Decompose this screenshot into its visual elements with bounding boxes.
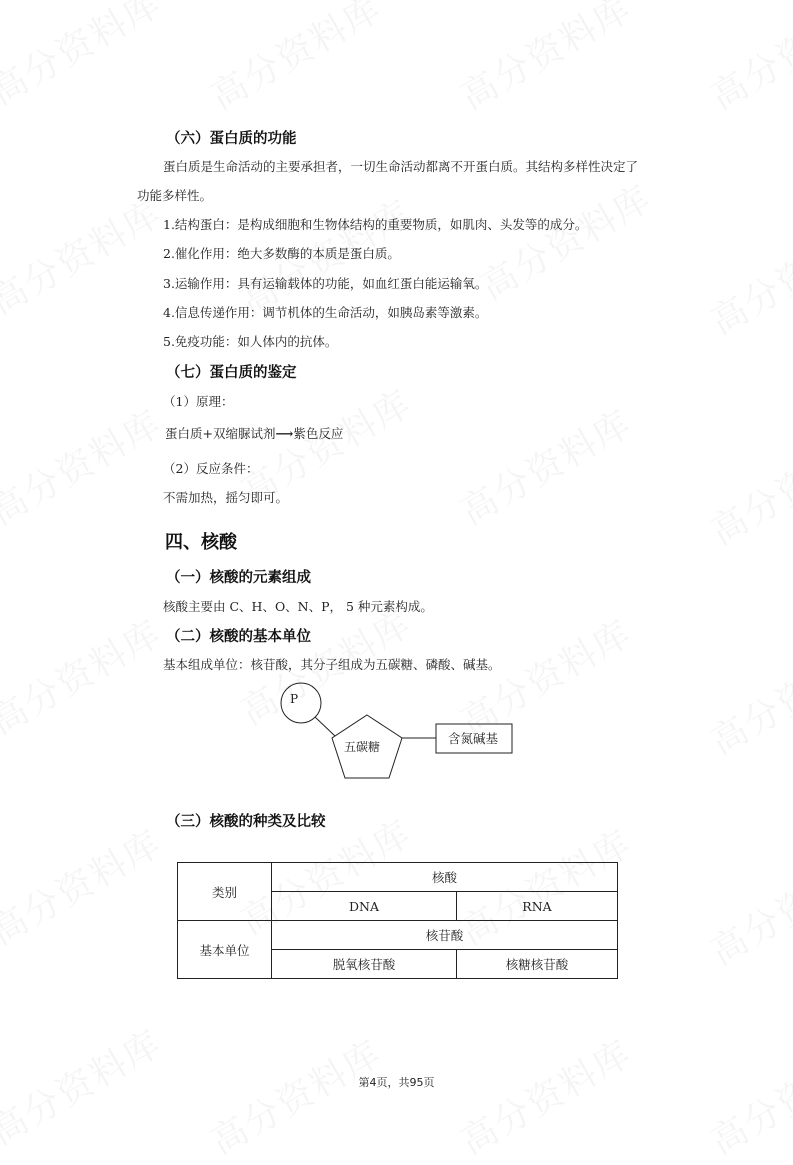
watermark <box>700 0 793 120</box>
watermark <box>700 416 793 555</box>
table-row <box>178 863 618 892</box>
principle-label: （1）原理： <box>163 394 234 409</box>
watermark <box>470 171 660 310</box>
page-number-footer: 第4页，共95页 <box>358 1076 435 1089</box>
watermark <box>700 836 793 975</box>
table-cell: 核酸 <box>272 863 618 892</box>
paragraph-intro-line1: 蛋白质是生命活动的主要承担者，一切生命活动都离不开蛋白质。其结构多样性决定了 <box>163 159 639 174</box>
section-heading-types-comparison: （三）核酸的种类及比较 <box>166 814 326 830</box>
nucleic-acid-comparison-table <box>177 862 618 979</box>
list-item: 2.催化作用：绝大多数酶的本质是蛋白质。 <box>163 246 400 261</box>
list-item: 1.结构蛋白：是构成细胞和生物体结构的重要物质，如肌肉、头发等的成分。 <box>163 217 588 232</box>
watermark <box>200 1026 390 1165</box>
section-heading-protein-identification: （七）蛋白质的鉴定 <box>166 365 297 381</box>
list-item: 3.运输作用：具有运输载体的功能，如血红蛋白能运输氧。 <box>163 276 488 291</box>
watermark <box>450 0 640 120</box>
section-heading-basic-unit: （二）核酸的基本单位 <box>166 629 311 645</box>
watermark <box>700 1026 793 1165</box>
watermark <box>700 626 793 765</box>
table-cell: 脱氧核苷酸 <box>272 950 457 979</box>
table-cell: 核糖核苷酸 <box>457 950 618 979</box>
nucleotide-diagram <box>270 675 530 790</box>
table-cell-header: 基本单位 <box>178 921 272 979</box>
elements-text: 核酸主要由 C、H、O、N、P， 5 种元素构成。 <box>163 599 433 614</box>
reaction-reactants: 蛋白质+双缩脲试剂 <box>165 426 276 441</box>
condition-label: （2）反应条件： <box>163 461 259 476</box>
pentose-sugar-label: 五碳糖 <box>344 740 381 754</box>
watermark <box>200 0 390 120</box>
chapter-heading-nucleic-acid: 四、核酸 <box>165 532 237 553</box>
table-cell: RNA <box>457 892 618 921</box>
paragraph-intro-line2: 功能多样性。 <box>137 188 213 203</box>
watermark <box>0 816 170 955</box>
table-cell: 核苷酸 <box>272 921 618 950</box>
watermark <box>0 606 170 745</box>
nitrogenous-base-label: 含氮碱基 <box>448 731 499 746</box>
table-row <box>178 921 618 950</box>
reaction-product: 紫色反应 <box>293 426 344 441</box>
list-item: 4.信息传递作用：调节机体的生命活动，如胰岛素等激素。 <box>163 305 488 320</box>
arrow-right-icon: ⟶ <box>275 426 294 441</box>
watermark <box>450 396 640 535</box>
table-cell: DNA <box>272 892 457 921</box>
watermark <box>450 1026 640 1165</box>
watermark <box>700 206 793 345</box>
watermark <box>0 0 170 115</box>
basic-unit-text: 基本组成单位：核苷酸，其分子组成为五碳糖、磷酸、碱基。 <box>163 657 501 672</box>
watermark <box>0 186 170 325</box>
section-heading-elements: （一）核酸的元素组成 <box>166 570 311 586</box>
phosphate-label: P <box>290 692 299 706</box>
section-heading-protein-functions: （六）蛋白质的功能 <box>166 131 297 147</box>
table-cell-header: 类别 <box>178 863 272 921</box>
list-item: 5.免疫功能：如人体内的抗体。 <box>163 334 338 349</box>
reaction-equation <box>165 424 343 442</box>
watermark <box>0 396 170 535</box>
condition-text: 不需加热，摇匀即可。 <box>163 490 289 505</box>
